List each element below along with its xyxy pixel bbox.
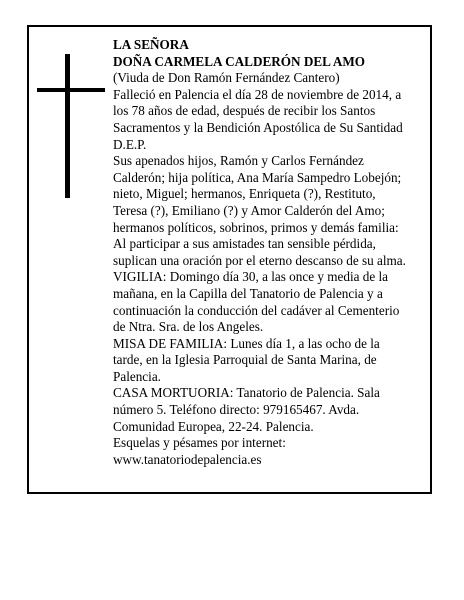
family-mass-line: tarde, en la Iglesia Parroquial de Santa Marina, de — [113, 352, 377, 368]
funeral-home-line: CASA MORTUORIA: Tanatorio de Palencia. Sala — [113, 385, 380, 401]
website-url: www.tanatoriodepalencia.es — [113, 451, 262, 467]
vigil-line: continuación la conducción del cadáver al Cementerio — [113, 302, 400, 318]
prayer-request-line: suplican una oración por el eterno descanso de su alma. — [113, 252, 406, 268]
vigil-line: de Ntra. Sra. de los Angeles. — [113, 319, 264, 335]
death-announcement-line: los 78 años de edad, después de recibir los Santos — [113, 103, 376, 119]
dep-line: D.E.P. — [113, 136, 147, 152]
family-line: hermanos políticos, sobrinos, primos y demás familia: — [113, 219, 399, 235]
family-mass-line: Palencia. — [113, 368, 161, 384]
vigil-line: mañana, en la Capilla del Tanatorio de Palencia y a — [113, 285, 383, 301]
cross-vertical-bar — [65, 54, 70, 198]
family-line: Teresa (?), Emiliano (?) y Amor Calderón del Amo; — [113, 202, 385, 218]
obituary-text — [113, 37, 428, 468]
prayer-request-line: Al participar a sus amistades tan sensible pérdida, — [113, 236, 376, 252]
family-line: Sus apenados hijos, Ramón y Carlos Fernández — [113, 153, 364, 169]
family-line: nieto, Miguel; hermanos, Enriqueta (?), Restituto, — [113, 186, 376, 202]
funeral-home-line: Comunidad Europea, 22-24. Palencia. — [113, 418, 314, 434]
notice-heading: LA SEÑORA — [113, 37, 189, 52]
death-announcement-line: Falleció en Palencia el día 28 de noviembre de 2014, a — [113, 86, 402, 102]
vigil-line: VIGILIA: Domingo día 30, a las once y media de la — [113, 269, 389, 285]
widow-note: (Viuda de Don Ramón Fernández Cantero) — [113, 70, 340, 86]
family-mass-line: MISA DE FAMILIA: Lunes día 1, a las ocho de la — [113, 335, 380, 351]
online-condolences-line: Esquelas y pésames por internet: — [113, 435, 286, 451]
latin-cross-icon — [37, 54, 105, 198]
funeral-home-line: número 5. Teléfono directo: 979165467. Avda. — [113, 402, 360, 418]
family-line: Calderón; hija política, Ana María Sampedro Lobejón; — [113, 169, 402, 185]
cross-horizontal-bar — [37, 88, 105, 92]
death-announcement-line: Sacramentos y la Bendición Apostólica de Su Santidad — [113, 119, 403, 135]
deceased-name: DOÑA CARMELA CALDERÓN DEL AMO — [113, 53, 366, 69]
